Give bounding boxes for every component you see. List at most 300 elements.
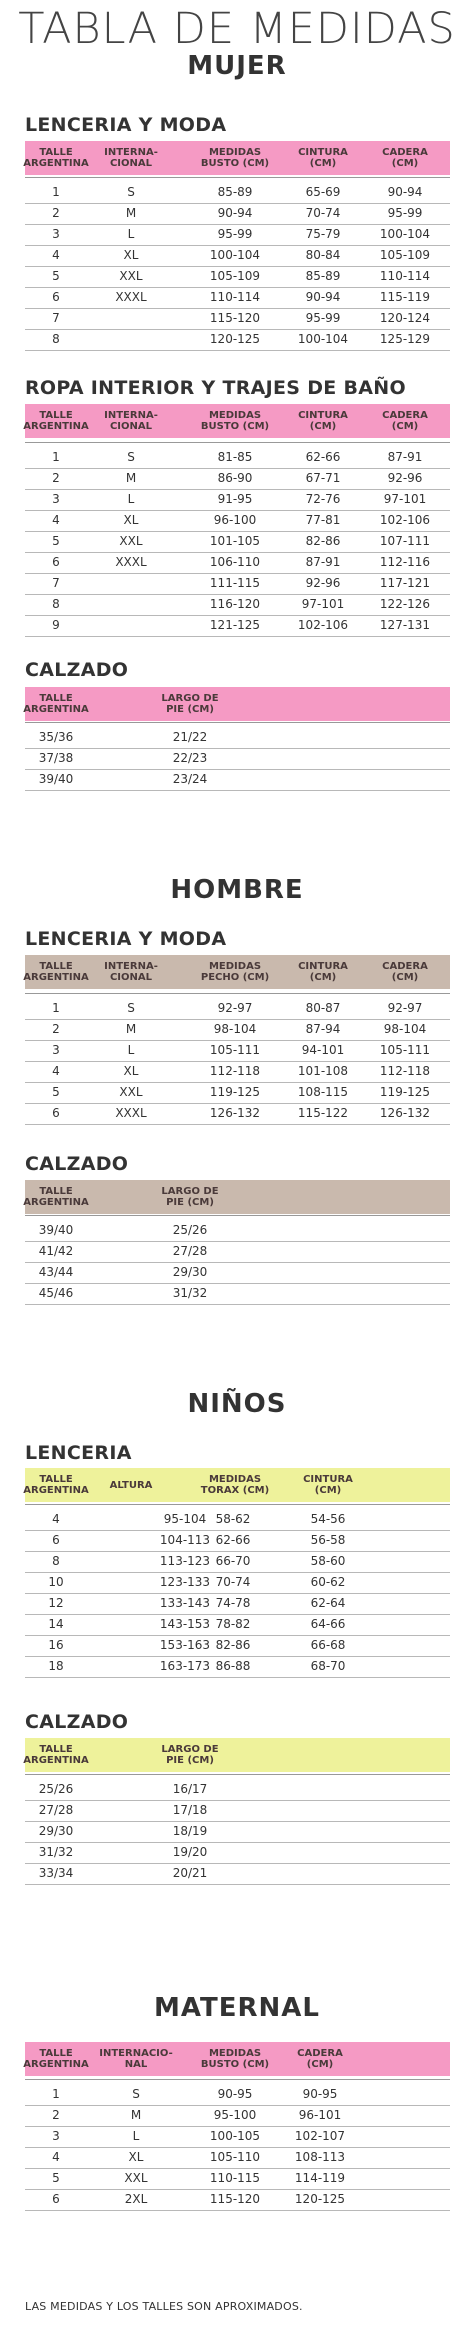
table-cell: 2 bbox=[52, 471, 60, 485]
table-cell: 92-97 bbox=[217, 1001, 253, 1015]
table-row bbox=[25, 573, 450, 595]
table-header bbox=[25, 2042, 450, 2076]
table-row bbox=[25, 552, 450, 574]
table-row bbox=[25, 203, 450, 225]
table-cell: 8 bbox=[52, 597, 60, 611]
table-cell: 143-153 bbox=[159, 1617, 211, 1631]
table-cell: 43/44 bbox=[38, 1265, 74, 1279]
table-cell: 123-133 bbox=[159, 1575, 211, 1589]
header-separator bbox=[25, 1504, 450, 1505]
table-row bbox=[25, 224, 450, 246]
table-cell: 4 bbox=[52, 1064, 60, 1078]
header-separator bbox=[25, 1215, 450, 1216]
table-cell: 8 bbox=[52, 1554, 60, 1568]
table-cell: 3 bbox=[52, 227, 60, 241]
table-cell: XL bbox=[128, 2150, 144, 2164]
table-cell: 105-109 bbox=[209, 269, 261, 283]
table-cell: 117-121 bbox=[379, 576, 431, 590]
table-header bbox=[25, 404, 450, 438]
table-row bbox=[25, 1821, 450, 1843]
table-cell: 1 bbox=[52, 185, 60, 199]
column-header: CINTURA (CM) bbox=[298, 410, 348, 432]
table-cell: 153-163 bbox=[159, 1638, 211, 1652]
column-header: CADERA (CM) bbox=[297, 2048, 343, 2070]
table-cell: 58-62 bbox=[215, 1512, 251, 1526]
header-separator bbox=[25, 2079, 450, 2080]
column-header: MEDIDAS BUSTO (CM) bbox=[200, 2048, 270, 2070]
table-row bbox=[25, 447, 450, 469]
table-row bbox=[25, 1241, 450, 1263]
table-cell: 3 bbox=[52, 492, 60, 506]
table-cell: 90-94 bbox=[217, 206, 253, 220]
table-cell: 54-56 bbox=[310, 1512, 346, 1526]
table-cell: 2 bbox=[52, 2108, 60, 2122]
table-cell: M bbox=[130, 2108, 142, 2122]
table-row bbox=[25, 727, 450, 749]
table-cell: M bbox=[125, 206, 137, 220]
footer-note: LAS MEDIDAS Y LOS TALLES SON APROXIMADOS. bbox=[25, 2300, 303, 2313]
column-header: TALLE ARGENTINA bbox=[23, 693, 89, 715]
table-cell: XXXL bbox=[115, 555, 147, 569]
column-header: CINTURA (CM) bbox=[298, 961, 348, 983]
table-title: LENCERIA bbox=[25, 1442, 132, 1464]
table-cell: 12 bbox=[48, 1596, 64, 1610]
table-cell: 2XL bbox=[124, 2192, 148, 2206]
table-cell: 92-97 bbox=[387, 1001, 423, 1015]
table-cell: 100-104 bbox=[209, 248, 261, 262]
table-cell: 22/23 bbox=[172, 751, 208, 765]
table-cell: 92-96 bbox=[305, 576, 341, 590]
table-header bbox=[25, 1468, 450, 1502]
table-row bbox=[25, 1220, 450, 1242]
table-header bbox=[25, 955, 450, 989]
table-row bbox=[25, 1863, 450, 1885]
table-cell: 100-104 bbox=[379, 227, 431, 241]
column-header: MEDIDAS BUSTO (CM) bbox=[200, 147, 270, 169]
table-cell: 77-81 bbox=[305, 513, 341, 527]
table-row bbox=[25, 329, 450, 351]
table-cell: 82-86 bbox=[215, 1638, 251, 1652]
table-cell: 67-71 bbox=[305, 471, 341, 485]
table-cell: 119-125 bbox=[379, 1085, 431, 1099]
table-cell: 102-107 bbox=[294, 2129, 346, 2143]
table-cell: 27/28 bbox=[172, 1244, 208, 1258]
column-header: LARGO DE PIE (CM) bbox=[161, 693, 219, 715]
table-cell: 80-87 bbox=[305, 1001, 341, 1015]
column-header: CINTURA (CM) bbox=[298, 147, 348, 169]
table-cell: 111-115 bbox=[209, 576, 261, 590]
table-cell: 17/18 bbox=[172, 1803, 208, 1817]
table-cell: 20/21 bbox=[172, 1866, 208, 1880]
column-header: INTERNA- CIONAL bbox=[104, 147, 158, 169]
table-cell: 16/17 bbox=[172, 1782, 208, 1796]
table-row bbox=[25, 1800, 450, 1822]
table-cell: 101-105 bbox=[209, 534, 261, 548]
table-cell: 110-114 bbox=[209, 290, 261, 304]
table-cell: 41/42 bbox=[38, 1244, 74, 1258]
table-cell: 96-101 bbox=[298, 2108, 342, 2122]
table-cell: 1 bbox=[52, 450, 60, 464]
table-cell: 16 bbox=[48, 1638, 64, 1652]
table-cell: 27/28 bbox=[38, 1803, 74, 1817]
table-cell: 102-106 bbox=[379, 513, 431, 527]
table-cell: 95-100 bbox=[213, 2108, 257, 2122]
table-cell: 4 bbox=[52, 1512, 60, 1526]
column-header: TALLE ARGENTINA bbox=[23, 1474, 89, 1496]
table-cell: 127-131 bbox=[379, 618, 431, 632]
table-cell: XXXL bbox=[115, 290, 147, 304]
column-header: LARGO DE PIE (CM) bbox=[161, 1186, 219, 1208]
table-cell: 66-70 bbox=[215, 1554, 251, 1568]
table-cell: L bbox=[132, 2129, 140, 2143]
table-cell bbox=[93, 594, 169, 615]
table-cell: 21/22 bbox=[172, 730, 208, 744]
table-cell: L bbox=[127, 1043, 135, 1057]
table-cell: 65-69 bbox=[305, 185, 341, 199]
table-cell: 112-118 bbox=[209, 1064, 261, 1078]
table-cell: XXL bbox=[119, 269, 143, 283]
table-header bbox=[25, 1738, 450, 1772]
table-cell: 39/40 bbox=[38, 1223, 74, 1237]
table-cell: 86-88 bbox=[215, 1659, 251, 1673]
table-row bbox=[25, 1040, 450, 1062]
table-cell: 68-70 bbox=[310, 1659, 346, 1673]
table-row bbox=[25, 1103, 450, 1125]
table-cell: 31/32 bbox=[172, 1286, 208, 1300]
table-cell: 90-95 bbox=[217, 2087, 253, 2101]
table-row bbox=[25, 1283, 450, 1305]
table-cell: 87-91 bbox=[305, 555, 341, 569]
table-cell: 8 bbox=[52, 332, 60, 346]
table-cell: 25/26 bbox=[38, 1782, 74, 1796]
table-title: CALZADO bbox=[25, 659, 129, 681]
table-cell bbox=[93, 573, 169, 594]
table-cell: 3 bbox=[52, 1043, 60, 1057]
table-header bbox=[25, 141, 450, 175]
table-cell: 95-104 bbox=[163, 1512, 207, 1526]
header-separator bbox=[25, 177, 450, 178]
table-row bbox=[25, 769, 450, 791]
table-cell: 101-108 bbox=[297, 1064, 349, 1078]
table-row bbox=[25, 1593, 450, 1615]
table-cell: 62-64 bbox=[310, 1596, 346, 1610]
header-separator bbox=[25, 722, 450, 723]
column-header: TALLE ARGENTINA bbox=[23, 147, 89, 169]
table-row bbox=[25, 2168, 450, 2190]
table-cell: 163-173 bbox=[159, 1659, 211, 1673]
table-cell: L bbox=[127, 492, 135, 506]
table-cell: 106-110 bbox=[209, 555, 261, 569]
table-cell: 126-132 bbox=[209, 1106, 261, 1120]
table-cell: 108-115 bbox=[297, 1085, 349, 1099]
column-header: CINTURA (CM) bbox=[303, 1474, 353, 1496]
section-title-niños: NIÑOS bbox=[187, 1389, 287, 1419]
table-cell: 116-120 bbox=[209, 597, 261, 611]
column-header: MEDIDAS PECHO (CM) bbox=[200, 961, 270, 983]
table-cell: 98-104 bbox=[383, 1022, 427, 1036]
table-cell: 70-74 bbox=[305, 206, 341, 220]
table-cell: L bbox=[127, 227, 135, 241]
table-cell: 90-94 bbox=[305, 290, 341, 304]
section-title-maternal: MATERNAL bbox=[154, 1993, 320, 2023]
table-row bbox=[25, 1530, 450, 1552]
table-row bbox=[25, 182, 450, 204]
column-header: MEDIDAS TORAX (CM) bbox=[200, 1474, 270, 1496]
column-header: TALLE ARGENTINA bbox=[23, 410, 89, 432]
table-cell: 25/26 bbox=[172, 1223, 208, 1237]
table-cell: 7 bbox=[52, 311, 60, 325]
table-cell: 29/30 bbox=[38, 1824, 74, 1838]
table-cell: 90-95 bbox=[302, 2087, 338, 2101]
table-cell: XXXL bbox=[115, 1106, 147, 1120]
table-cell: 33/34 bbox=[38, 1866, 74, 1880]
table-cell: 133-143 bbox=[159, 1596, 211, 1610]
column-header: CADERA (CM) bbox=[382, 147, 428, 169]
table-cell: 112-116 bbox=[379, 555, 431, 569]
header-separator bbox=[25, 442, 450, 443]
table-cell: 86-90 bbox=[217, 471, 253, 485]
table-cell: 58-60 bbox=[310, 1554, 346, 1568]
table-cell: 64-66 bbox=[310, 1617, 346, 1631]
table-cell: 1 bbox=[52, 2087, 60, 2101]
table-cell: 95-99 bbox=[387, 206, 423, 220]
table-row bbox=[25, 2084, 450, 2106]
table-cell: 110-114 bbox=[379, 269, 431, 283]
table-cell: 121-125 bbox=[209, 618, 261, 632]
table-cell: 114-119 bbox=[294, 2171, 346, 2185]
table-cell: 6 bbox=[52, 1533, 60, 1547]
table-cell: XXL bbox=[119, 534, 143, 548]
table-row bbox=[25, 748, 450, 770]
column-header: INTERNA- CIONAL bbox=[104, 961, 158, 983]
table-cell: 120-124 bbox=[379, 311, 431, 325]
table-cell: 2 bbox=[52, 1022, 60, 1036]
table-row bbox=[25, 266, 450, 288]
table-row bbox=[25, 1656, 450, 1678]
table-title: ROPA INTERIOR Y TRAJES DE BAÑO bbox=[25, 377, 406, 399]
table-cell: 81-85 bbox=[217, 450, 253, 464]
table-row bbox=[25, 1572, 450, 1594]
table-cell bbox=[93, 329, 169, 350]
table-cell: 115-122 bbox=[297, 1106, 349, 1120]
column-header: ALTURA bbox=[109, 1479, 153, 1491]
table-title: CALZADO bbox=[25, 1711, 129, 1733]
table-cell: 5 bbox=[52, 534, 60, 548]
table-row bbox=[25, 2147, 450, 2169]
table-cell: 82-86 bbox=[305, 534, 341, 548]
table-cell: S bbox=[127, 185, 135, 199]
table-cell: 80-84 bbox=[305, 248, 341, 262]
header-separator bbox=[25, 1774, 450, 1775]
table-cell: 119-125 bbox=[209, 1085, 261, 1099]
table-cell: 4 bbox=[52, 2150, 60, 2164]
table-cell: 31/32 bbox=[38, 1845, 74, 1859]
table-cell: 108-113 bbox=[294, 2150, 346, 2164]
table-cell: 107-111 bbox=[379, 534, 431, 548]
table-row bbox=[25, 308, 450, 330]
table-cell: 5 bbox=[52, 2171, 60, 2185]
table-cell: XL bbox=[123, 1064, 139, 1078]
table-cell: 6 bbox=[52, 1106, 60, 1120]
table-cell: 1 bbox=[52, 1001, 60, 1015]
table-cell: 6 bbox=[52, 290, 60, 304]
table-row bbox=[25, 1019, 450, 1041]
table-cell: 113-123 bbox=[159, 1554, 211, 1568]
table-row bbox=[25, 1551, 450, 1573]
table-cell: 115-119 bbox=[379, 290, 431, 304]
table-cell: 3 bbox=[52, 2129, 60, 2143]
table-cell: 97-101 bbox=[383, 492, 427, 506]
page-title: TABLA DE MEDIDAS bbox=[18, 4, 456, 54]
table-cell: 105-110 bbox=[209, 2150, 261, 2164]
table-cell: 85-89 bbox=[305, 269, 341, 283]
table-cell: XL bbox=[123, 513, 139, 527]
table-cell: 115-120 bbox=[209, 2192, 261, 2206]
table-cell: 100-104 bbox=[297, 332, 349, 346]
table-cell: 87-94 bbox=[305, 1022, 341, 1036]
table-cell: 56-58 bbox=[310, 1533, 346, 1547]
table-row bbox=[25, 489, 450, 511]
table-cell: 10 bbox=[48, 1575, 64, 1589]
table-cell: 126-132 bbox=[379, 1106, 431, 1120]
table-cell: 6 bbox=[52, 555, 60, 569]
table-cell: 122-126 bbox=[379, 597, 431, 611]
table-cell: 85-89 bbox=[217, 185, 253, 199]
table-row bbox=[25, 615, 450, 637]
table-cell: M bbox=[125, 1022, 137, 1036]
header-separator bbox=[25, 993, 450, 994]
table-title: LENCERIA Y MODA bbox=[25, 928, 227, 950]
table-cell: 62-66 bbox=[215, 1533, 251, 1547]
table-cell: S bbox=[132, 2087, 140, 2101]
table-cell: 104-113 bbox=[159, 1533, 211, 1547]
table-cell: 105-111 bbox=[209, 1043, 261, 1057]
table-cell: S bbox=[127, 450, 135, 464]
table-row bbox=[25, 1061, 450, 1083]
table-row bbox=[25, 531, 450, 553]
table-cell: 35/36 bbox=[38, 730, 74, 744]
table-cell: 4 bbox=[52, 513, 60, 527]
table-row bbox=[25, 1635, 450, 1657]
table-cell: 96-100 bbox=[213, 513, 257, 527]
table-cell: 90-94 bbox=[387, 185, 423, 199]
column-header: INTERNACIO- NAL bbox=[99, 2048, 173, 2070]
section-title-hombre: HOMBRE bbox=[170, 875, 304, 905]
table-row bbox=[25, 287, 450, 309]
table-row bbox=[25, 1082, 450, 1104]
table-row bbox=[25, 2126, 450, 2148]
table-cell: 29/30 bbox=[172, 1265, 208, 1279]
table-cell: S bbox=[127, 1001, 135, 1015]
table-row bbox=[25, 510, 450, 532]
column-header: TALLE ARGENTINA bbox=[23, 961, 89, 983]
table-row bbox=[25, 468, 450, 490]
table-cell: 78-82 bbox=[215, 1617, 251, 1631]
table-cell: 9 bbox=[52, 618, 60, 632]
column-header: INTERNA- CIONAL bbox=[104, 410, 158, 432]
table-cell: 72-76 bbox=[305, 492, 341, 506]
table-cell: 91-95 bbox=[217, 492, 253, 506]
table-row bbox=[25, 1614, 450, 1636]
column-header: TALLE ARGENTINA bbox=[23, 1186, 89, 1208]
table-header bbox=[25, 687, 450, 721]
table-cell: 14 bbox=[48, 1617, 64, 1631]
table-row bbox=[25, 1842, 450, 1864]
table-cell: 120-125 bbox=[294, 2192, 346, 2206]
table-cell: 94-101 bbox=[301, 1043, 345, 1057]
table-row bbox=[25, 594, 450, 616]
table-cell: 70-74 bbox=[215, 1575, 251, 1589]
table-row bbox=[25, 2189, 450, 2211]
table-cell: XXL bbox=[119, 1085, 143, 1099]
table-cell: 95-99 bbox=[305, 311, 341, 325]
section-title-mujer: MUJER bbox=[187, 51, 287, 81]
column-header: TALLE ARGENTINA bbox=[23, 1744, 89, 1766]
table-cell: 4 bbox=[52, 248, 60, 262]
table-row bbox=[25, 998, 450, 1020]
table-row bbox=[25, 1262, 450, 1284]
table-cell: 95-99 bbox=[217, 227, 253, 241]
table-cell: 60-62 bbox=[310, 1575, 346, 1589]
table-cell: 112-118 bbox=[379, 1064, 431, 1078]
table-row bbox=[25, 1509, 450, 1531]
table-cell: 115-120 bbox=[209, 311, 261, 325]
table-cell: 18 bbox=[48, 1659, 64, 1673]
table-cell: 125-129 bbox=[379, 332, 431, 346]
column-header: CADERA (CM) bbox=[382, 961, 428, 983]
column-header: CADERA (CM) bbox=[382, 410, 428, 432]
table-cell: 37/38 bbox=[38, 751, 74, 765]
table-cell: 66-68 bbox=[310, 1638, 346, 1652]
table-cell: 19/20 bbox=[172, 1845, 208, 1859]
table-title: LENCERIA Y MODA bbox=[25, 114, 227, 136]
table-cell: 105-111 bbox=[379, 1043, 431, 1057]
table-cell bbox=[93, 308, 169, 329]
table-row bbox=[25, 1779, 450, 1801]
table-cell: 87-91 bbox=[387, 450, 423, 464]
column-header: TALLE ARGENTINA bbox=[23, 2048, 89, 2070]
table-cell: 62-66 bbox=[305, 450, 341, 464]
table-cell: 92-96 bbox=[387, 471, 423, 485]
column-header: LARGO DE PIE (CM) bbox=[161, 1744, 219, 1766]
table-cell: 98-104 bbox=[213, 1022, 257, 1036]
table-cell: 6 bbox=[52, 2192, 60, 2206]
table-cell: XXL bbox=[124, 2171, 148, 2185]
table-row bbox=[25, 245, 450, 267]
column-header: MEDIDAS BUSTO (CM) bbox=[200, 410, 270, 432]
table-cell: 39/40 bbox=[38, 772, 74, 786]
table-cell: 120-125 bbox=[209, 332, 261, 346]
table-cell: 45/46 bbox=[38, 1286, 74, 1300]
table-cell: 105-109 bbox=[379, 248, 431, 262]
table-cell: 23/24 bbox=[172, 772, 208, 786]
table-cell: 5 bbox=[52, 1085, 60, 1099]
table-cell: 2 bbox=[52, 206, 60, 220]
table-cell bbox=[93, 615, 169, 636]
table-cell: 74-78 bbox=[215, 1596, 251, 1610]
table-cell: 18/19 bbox=[172, 1824, 208, 1838]
table-cell: 7 bbox=[52, 576, 60, 590]
table-cell: XL bbox=[123, 248, 139, 262]
table-cell: 100-105 bbox=[209, 2129, 261, 2143]
table-cell: 102-106 bbox=[297, 618, 349, 632]
table-cell: 75-79 bbox=[305, 227, 341, 241]
table-row bbox=[25, 2105, 450, 2127]
table-cell: M bbox=[125, 471, 137, 485]
table-cell: 110-115 bbox=[209, 2171, 261, 2185]
table-cell: 97-101 bbox=[301, 597, 345, 611]
table-title: CALZADO bbox=[25, 1153, 129, 1175]
